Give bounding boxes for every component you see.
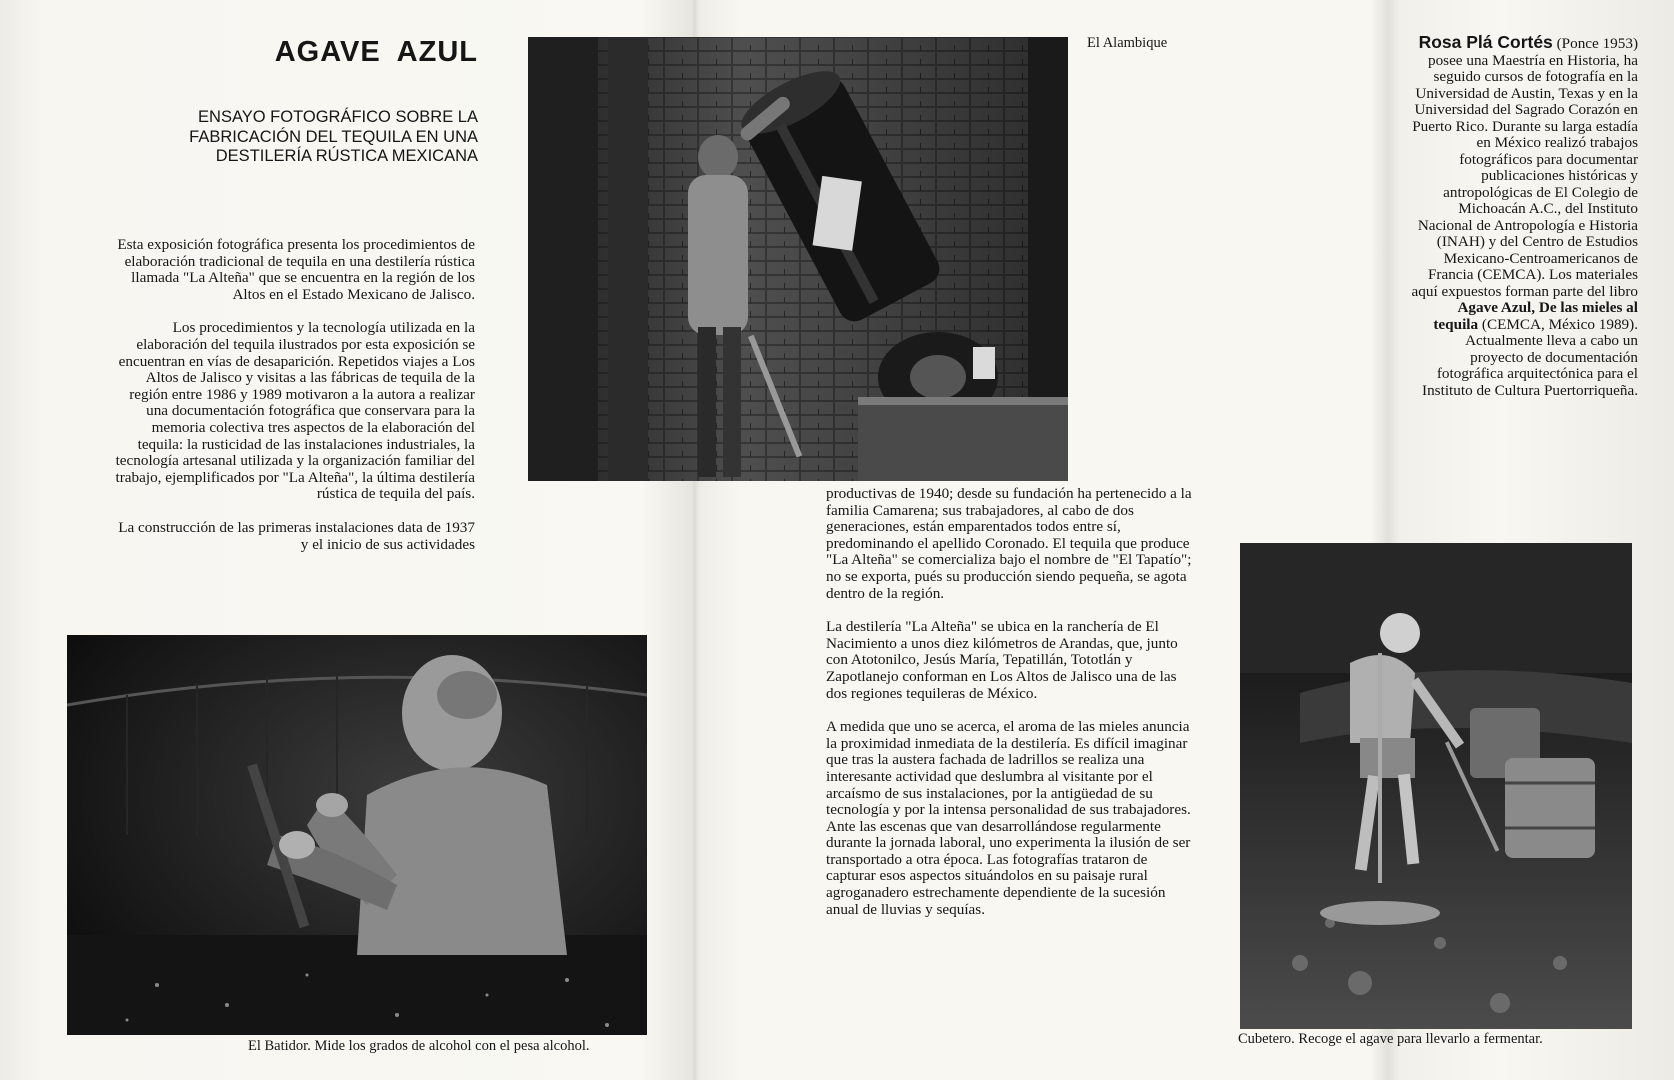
photo-el-batidor <box>67 635 647 1035</box>
photo-cubetero <box>1240 543 1632 1029</box>
book-title: Agave Azul, De las mieles al tequila <box>1433 299 1638 333</box>
paragraph: A medida que uno se acerca, el aroma de las mieles anuncia la proximidad inmediata de la destilería. Es difícil imaginar que tras la austera fachada de ladrillos se realiza una interesante actividad que deslumbra al visitante por el arcaísmo de sus instalaciones, por la antigüedad de su tecnología y por la intensa personalidad de sus trabajadores. Ante las escenas que van desarrollándose regularmente durante la jornada laboral, uno experimenta la ilusión de ser transportado a otra época. Las fotografías trataron de capturar esos aspectos situándolos en su paisaje rural agroganadero estrechamente dependiente de la sucesión anual de lluvias y sequías. <box>826 718 1191 918</box>
paragraph: Esta exposición fotográfica presenta los procedimientos de elaboración tradicional de tequila en una destilería rústica llamada "La Alteña" que se encuentra en la región de los Altos en el Estado Mexicano de Jalisco. <box>117 236 475 303</box>
left-column-text <box>115 237 475 570</box>
page-subtitle: ENSAYO FOTOGRÁFICO SOBRE LA FABRICACIÓN DEL TEQUILA EN UNA DESTILERÍA RÚSTICA MEXICANA <box>189 108 478 165</box>
bio-text-part2: (CEMCA, México 1989). Actualmente lleva a cabo un proyecto de documentación fotográfica arquitectónica para el Instituto de Cultura Puertorriqueña. <box>1422 315 1638 399</box>
paragraph: La construcción de las primeras instalaciones data de 1937 y el inicio de sus actividades <box>118 518 475 553</box>
paragraph: Los procedimientos y la tecnología utilizada en la elaboración del tequila ilustrados por esta exposición se encuentran en vías de desaparición. Repetidos viajes a Los Altos de Jalisco y visitas a las fábricas de tequila de la región entre 1986 y 1989 motivaron a la autora a realizar una documentación fotográfica que conservara para la memoria colectiva tres aspectos de la elaboración del tequila: la rusticidad de las instalaciones industriales, la tecnología artesanal utilizada y la organización familiar del trabajo, ejemplificados por "La Alteña", la última destilería rústica de tequila del país. <box>115 319 475 503</box>
author-bio <box>1410 34 1638 399</box>
caption-el-alambique: El Alambique <box>1087 35 1168 51</box>
caption-cubetero: Cubetero. Recoge el agave para llevarlo a fermentar. <box>1238 1031 1543 1047</box>
photo-el-alambique <box>528 37 1068 481</box>
paragraph: La destilería "La Alteña" se ubica en la ranchería de El Nacimiento a unos diez kilómetros de Arandas, que, junto con Atotonilco, Jesús María, Tepatillán, Tototlán y Zapotlanejo conforman en Los Altos de Jalisco una de las dos regiones tequileras de México. <box>826 618 1178 702</box>
middle-column-text <box>826 486 1196 935</box>
author-name: Rosa Plá Cortés <box>1418 32 1553 52</box>
page-title: AGAVE AZUL <box>274 36 478 68</box>
caption-el-batidor: El Batidor. Mide los grados de alcohol con el pesa alcohol. <box>248 1038 590 1054</box>
bio-text-part1: (Ponce 1953) posee una Maestría en Historia, ha seguido cursos de fotografía en la Universidad de Austin, Texas y en la Universidad del Sagrado Corazón en Puerto Rico. Durante su larga estadía en México realizó trabajos fotográficos para documentar publicaciones históricas y antropológicas de El Colegio de Michoacán A.C., del Instituto Nacional de Antropología e Historia (INAH) y del Centro de Estudios Mexicano-Centroamericanos de Francia (CEMCA). Los materiales aquí expuestos forman parte del libro <box>1411 35 1638 300</box>
paragraph: productivas de 1940; desde su fundación ha pertenecido a la familia Camarena; sus trabajadores, al cabo de dos generaciones, están emparentados todos entre sí, predominando el apellido Coronado. El tequila que produce "La Alteña" se comercializa bajo el nombre de "El Tapatío"; no se exporta, pués su producción siendo pequeña, se agota dentro de la región. <box>826 485 1192 602</box>
